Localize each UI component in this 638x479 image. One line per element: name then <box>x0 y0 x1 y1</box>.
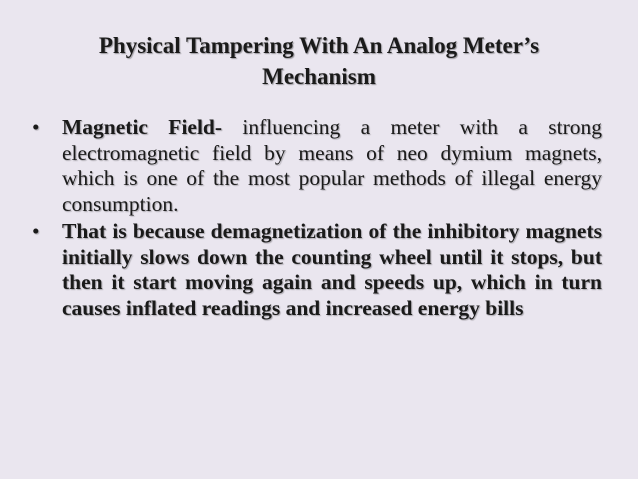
slide-title <box>30 30 608 92</box>
bullet-item-demagnetization <box>30 219 602 321</box>
bullet-text: That is because demagnetization of the inhibitory magnets initially slows down the counting wheel until it stops, but then it start moving again and speeds up, which in turn causes inflated readings and increased energy bills <box>62 219 602 320</box>
slide-title-line-1: Physical Tampering With An Analog Meter’s <box>98 33 540 58</box>
bullet-text: influencing a meter with a strong electromagnetic field by means of neo dymium magnets, which is one of the most popular methods of illegal energy consumption. <box>62 115 602 216</box>
slide-title-line-2: Mechanism <box>262 64 376 89</box>
bullet-lead-term: Magnetic Field- <box>62 115 223 139</box>
bullet-marker: • <box>32 115 40 139</box>
bullet-item-magnetic-field <box>30 115 602 217</box>
bullet-marker: • <box>32 219 40 243</box>
bullet-list <box>30 115 602 321</box>
